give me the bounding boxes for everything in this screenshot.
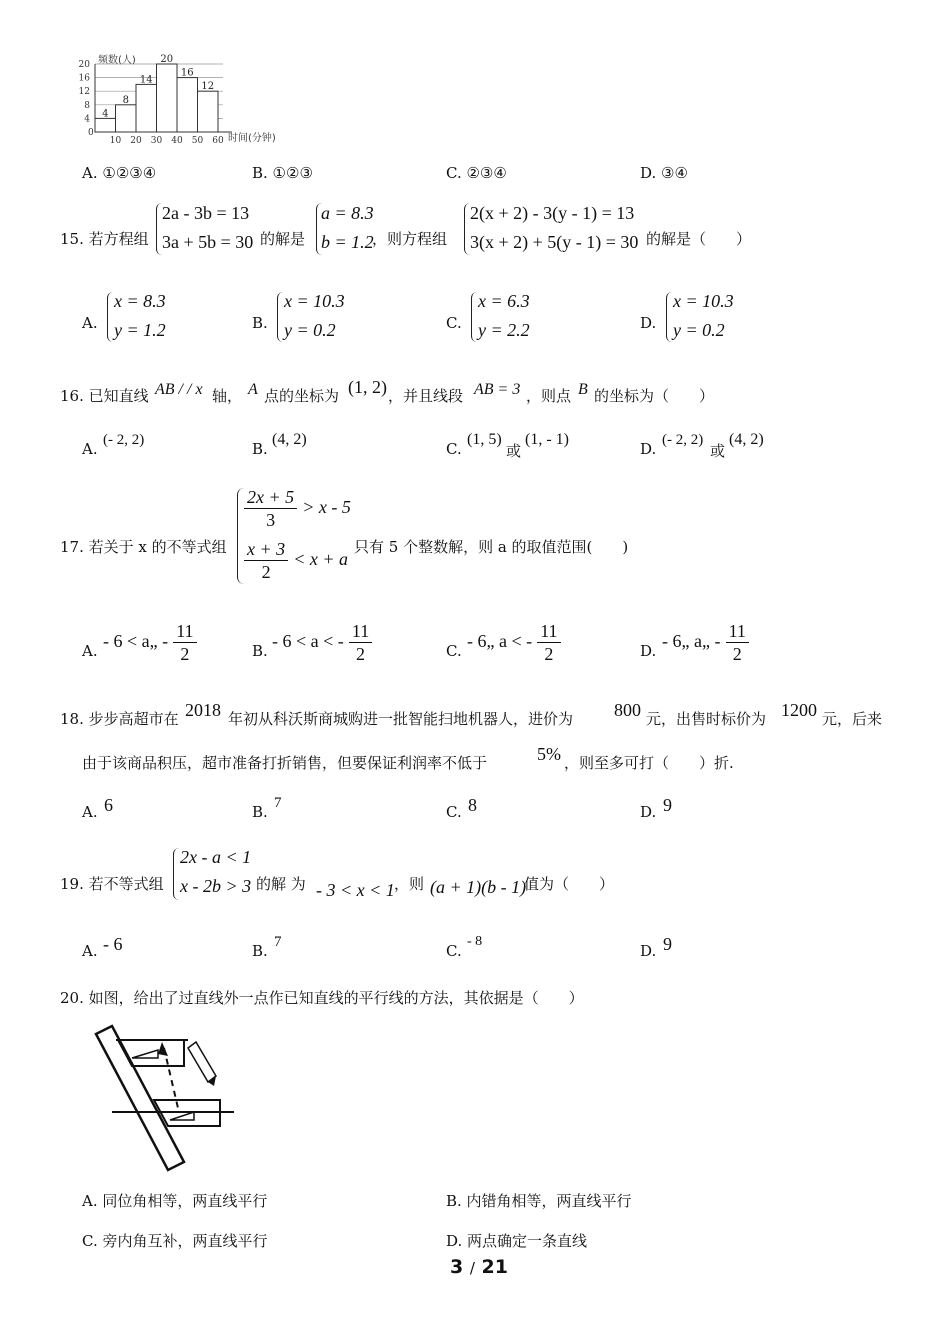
q17-option-a-value: - 6 < a„ - $\frac{11}{2}$: [103, 620, 197, 665]
q16-math-coord: (1, 2): [348, 377, 387, 397]
q17-option-b-value: - 6 < a < - $\frac{11}{2}$: [272, 620, 372, 665]
q16-option-c-value2: (1, - 1): [525, 431, 569, 448]
q18-math-cost: 800: [614, 700, 641, 720]
histogram-xtick: 30: [150, 136, 163, 146]
q15-option-d-y: y = 0.2: [673, 320, 725, 340]
q14-option-d: D. ③④: [640, 164, 688, 182]
q17-option-a-label: A.: [82, 642, 98, 660]
histogram-bar: [157, 64, 178, 132]
q19-mid: 的解 为: [256, 875, 306, 893]
q16-math-b: B: [578, 381, 588, 398]
q18-math-year: 2018: [185, 700, 221, 720]
q16-part3: 点的坐标为: [264, 387, 340, 405]
histogram-ylabel: 频数(人): [98, 55, 136, 66]
q16-math-ab-parallel: AB / / x: [155, 381, 203, 398]
histogram-ytick: 4: [84, 114, 90, 125]
q17-tail: 只有 5 个整数解，则 a 的取值范围( ): [354, 538, 629, 556]
q19-option-d-value: 9: [663, 934, 672, 954]
q15-mid1: 的解是: [260, 230, 306, 248]
histogram-chart: [60, 52, 300, 147]
q19-part2: ，则: [394, 875, 425, 893]
q20-option-c: C. 旁内角互补，两直线平行: [82, 1232, 268, 1250]
q15-stem: 15. 若方程组: [60, 230, 149, 248]
page-number: [450, 1256, 508, 1278]
q16-option-c-or: 或: [506, 442, 522, 460]
q16-option-b-value: (4, 2): [272, 431, 307, 448]
q15-sys2-eq2: 3(x + 2) + 5(y - 1) = 30: [470, 232, 639, 252]
q18-line2-b: ，则至多可打（ ）折.: [564, 754, 734, 772]
q18-option-c-value: 8: [468, 795, 477, 815]
q19-sys-eq2: x - 2b > 3: [180, 876, 252, 896]
q15-option-a-y: y = 1.2: [114, 320, 166, 340]
q16-option-d-or: 或: [710, 442, 726, 460]
histogram-xtick: 40: [171, 136, 183, 146]
histogram-bar-label: 12: [201, 81, 215, 93]
q17-option-c-value: - 6„ a < - $\frac{11}{2}$: [467, 620, 561, 665]
q15-option-b-x: x = 10.3: [284, 291, 345, 311]
q18-option-a-value: 6: [104, 795, 113, 815]
q15-option-c-y: y = 2.2: [478, 320, 530, 340]
q19-option-b-value: 7: [274, 934, 282, 950]
q18-part3: 元，出售时标价为: [646, 710, 767, 728]
q19-stem: 19. 若不等式组: [60, 875, 164, 893]
q17-ineq2: $\frac{x + 3}{2}$ < x + a: [244, 538, 348, 583]
q15-mid2: ，则方程组: [372, 230, 448, 248]
q15-option-b-label: B.: [252, 314, 268, 332]
histogram-bar-label: 16: [180, 67, 194, 79]
q15-tail: 的解是（ ）: [646, 230, 752, 248]
histogram-bar-label: 4: [102, 108, 109, 120]
q15-sys1-eq2: 3a + 5b = 30: [162, 232, 254, 252]
histogram-bar: [198, 91, 219, 132]
total-pages: 21: [481, 1256, 508, 1278]
q18-math-price: 1200: [781, 700, 817, 720]
q16-option-a-value: (- 2, 2): [103, 432, 145, 448]
q18-option-b-value: 7: [274, 795, 282, 811]
q15-sol1-a: a = 8.3: [321, 203, 374, 223]
q15-sys1-eq1: 2a - 3b = 13: [162, 203, 250, 223]
q16-part6: 的坐标为（ ）: [594, 387, 715, 405]
parallel-line-construction-figure: [88, 1022, 248, 1172]
histogram-bar-label: 14: [139, 74, 153, 86]
q18-line2-a: 由于该商品积压，超市准备打折销售，但要保证利润率不低于: [82, 754, 488, 772]
q16-part2: 轴，: [212, 387, 243, 405]
q14-option-a: A. ①②③④: [82, 164, 157, 182]
q20-stem: 20. 如图，给出了过直线外一点作已知直线的平行线的方法，其依据是（ ）: [60, 989, 584, 1007]
page-separator: /: [469, 1259, 475, 1277]
histogram-xtick: 10: [109, 136, 122, 146]
q16-option-d-value2: (4, 2): [729, 431, 764, 448]
current-page: 3: [450, 1256, 464, 1278]
q15-option-d-label: D.: [640, 314, 657, 332]
histogram-ytick: 16: [78, 73, 90, 84]
q18-math-rate: 5%: [537, 744, 561, 764]
q15-option-c-x: x = 6.3: [478, 291, 530, 311]
q17-option-b-label: B.: [252, 642, 268, 660]
histogram-bar: [95, 118, 116, 132]
histogram-ytick: 8: [84, 100, 90, 111]
q18-part1: 18. 步步高超市在: [60, 710, 179, 728]
q16-option-b-label: B.: [252, 440, 268, 458]
q19-option-c-label: C.: [446, 942, 462, 960]
q16-part1: 16. 已知直线: [60, 387, 149, 405]
q16-option-a-label: A.: [82, 440, 98, 458]
q16-option-d-value1: (- 2, 2): [662, 432, 704, 448]
q18-option-a-label: A.: [82, 803, 98, 821]
histogram-bar-label: 20: [160, 54, 174, 65]
histogram-origin: 0: [88, 128, 94, 138]
q16-option-c-value1: (1, 5): [467, 431, 502, 448]
q18-option-d-label: D.: [640, 803, 657, 821]
q16-option-d-label: D.: [640, 440, 657, 458]
q18-option-d-value: 9: [663, 795, 672, 815]
q17-stem: 17. 若关于 x 的不等式组: [60, 538, 227, 556]
q20-option-b: B. 内错角相等，两直线平行: [446, 1192, 632, 1210]
histogram-ytick: 12: [78, 87, 90, 98]
q19-option-c-value: - 8: [467, 934, 483, 949]
q18-option-b-label: B.: [252, 803, 268, 821]
q19-option-b-label: B.: [252, 942, 268, 960]
q19-tail: 值为（ ）: [524, 875, 615, 893]
q17-option-c-label: C.: [446, 642, 462, 660]
q15-option-a-x: x = 8.3: [114, 291, 166, 311]
q18-part2: 年初从科沃斯商城购进一批智能扫地机器人，进价为: [228, 710, 574, 728]
q17-ineq1: $\frac{2x + 5}{3}$ > x - 5: [244, 486, 351, 531]
q19-option-d-label: D.: [640, 942, 657, 960]
q14-option-c: C. ②③④: [446, 164, 507, 182]
q18-part4: 元，后来: [822, 710, 883, 728]
histogram-xtick: 60: [212, 136, 224, 146]
q19-option-a-label: A.: [82, 942, 98, 960]
q16-part4: ，并且线段: [388, 387, 464, 405]
q16-option-c-label: C.: [446, 440, 462, 458]
q16-part5: ，则点: [526, 387, 572, 405]
q20-option-d: D. 两点确定一条直线: [446, 1232, 588, 1250]
histogram-ytick: 20: [78, 60, 90, 70]
q18-option-c-label: C.: [446, 803, 462, 821]
histogram-bar: [177, 78, 198, 132]
q19-sys-eq1: 2x - a < 1: [180, 847, 252, 867]
q17-option-d-value: - 6„ a„ - $\frac{11}{2}$: [662, 620, 749, 665]
histogram-bar-label: 8: [122, 94, 129, 106]
q15-option-c-label: C.: [446, 314, 462, 332]
histogram-bar: [116, 105, 137, 132]
q19-math-product: (a + 1)(b - 1): [430, 877, 527, 897]
histogram-xtick: 50: [191, 136, 204, 146]
histogram-xlabel: 时间(分钟): [228, 133, 276, 144]
q15-sys2-eq1: 2(x + 2) - 3(y - 1) = 13: [470, 203, 635, 223]
q17-option-d-label: D.: [640, 642, 657, 660]
q15-option-a-label: A.: [82, 314, 98, 332]
q16-math-ab-len: AB = 3: [474, 381, 521, 398]
q15-option-b-y: y = 0.2: [284, 320, 336, 340]
histogram-xtick: 20: [130, 136, 142, 146]
q14-option-b: B. ①②③: [252, 164, 313, 182]
q16-math-a: A: [248, 381, 258, 398]
histogram-bar: [136, 84, 157, 132]
q19-option-a-value: - 6: [103, 934, 123, 954]
q19-math-range: - 3 < x < 1: [316, 880, 395, 900]
q20-option-a: A. 同位角相等，两直线平行: [82, 1192, 268, 1210]
q15-option-d-x: x = 10.3: [673, 291, 734, 311]
q15-sol1-b: b = 1.2: [321, 232, 374, 252]
